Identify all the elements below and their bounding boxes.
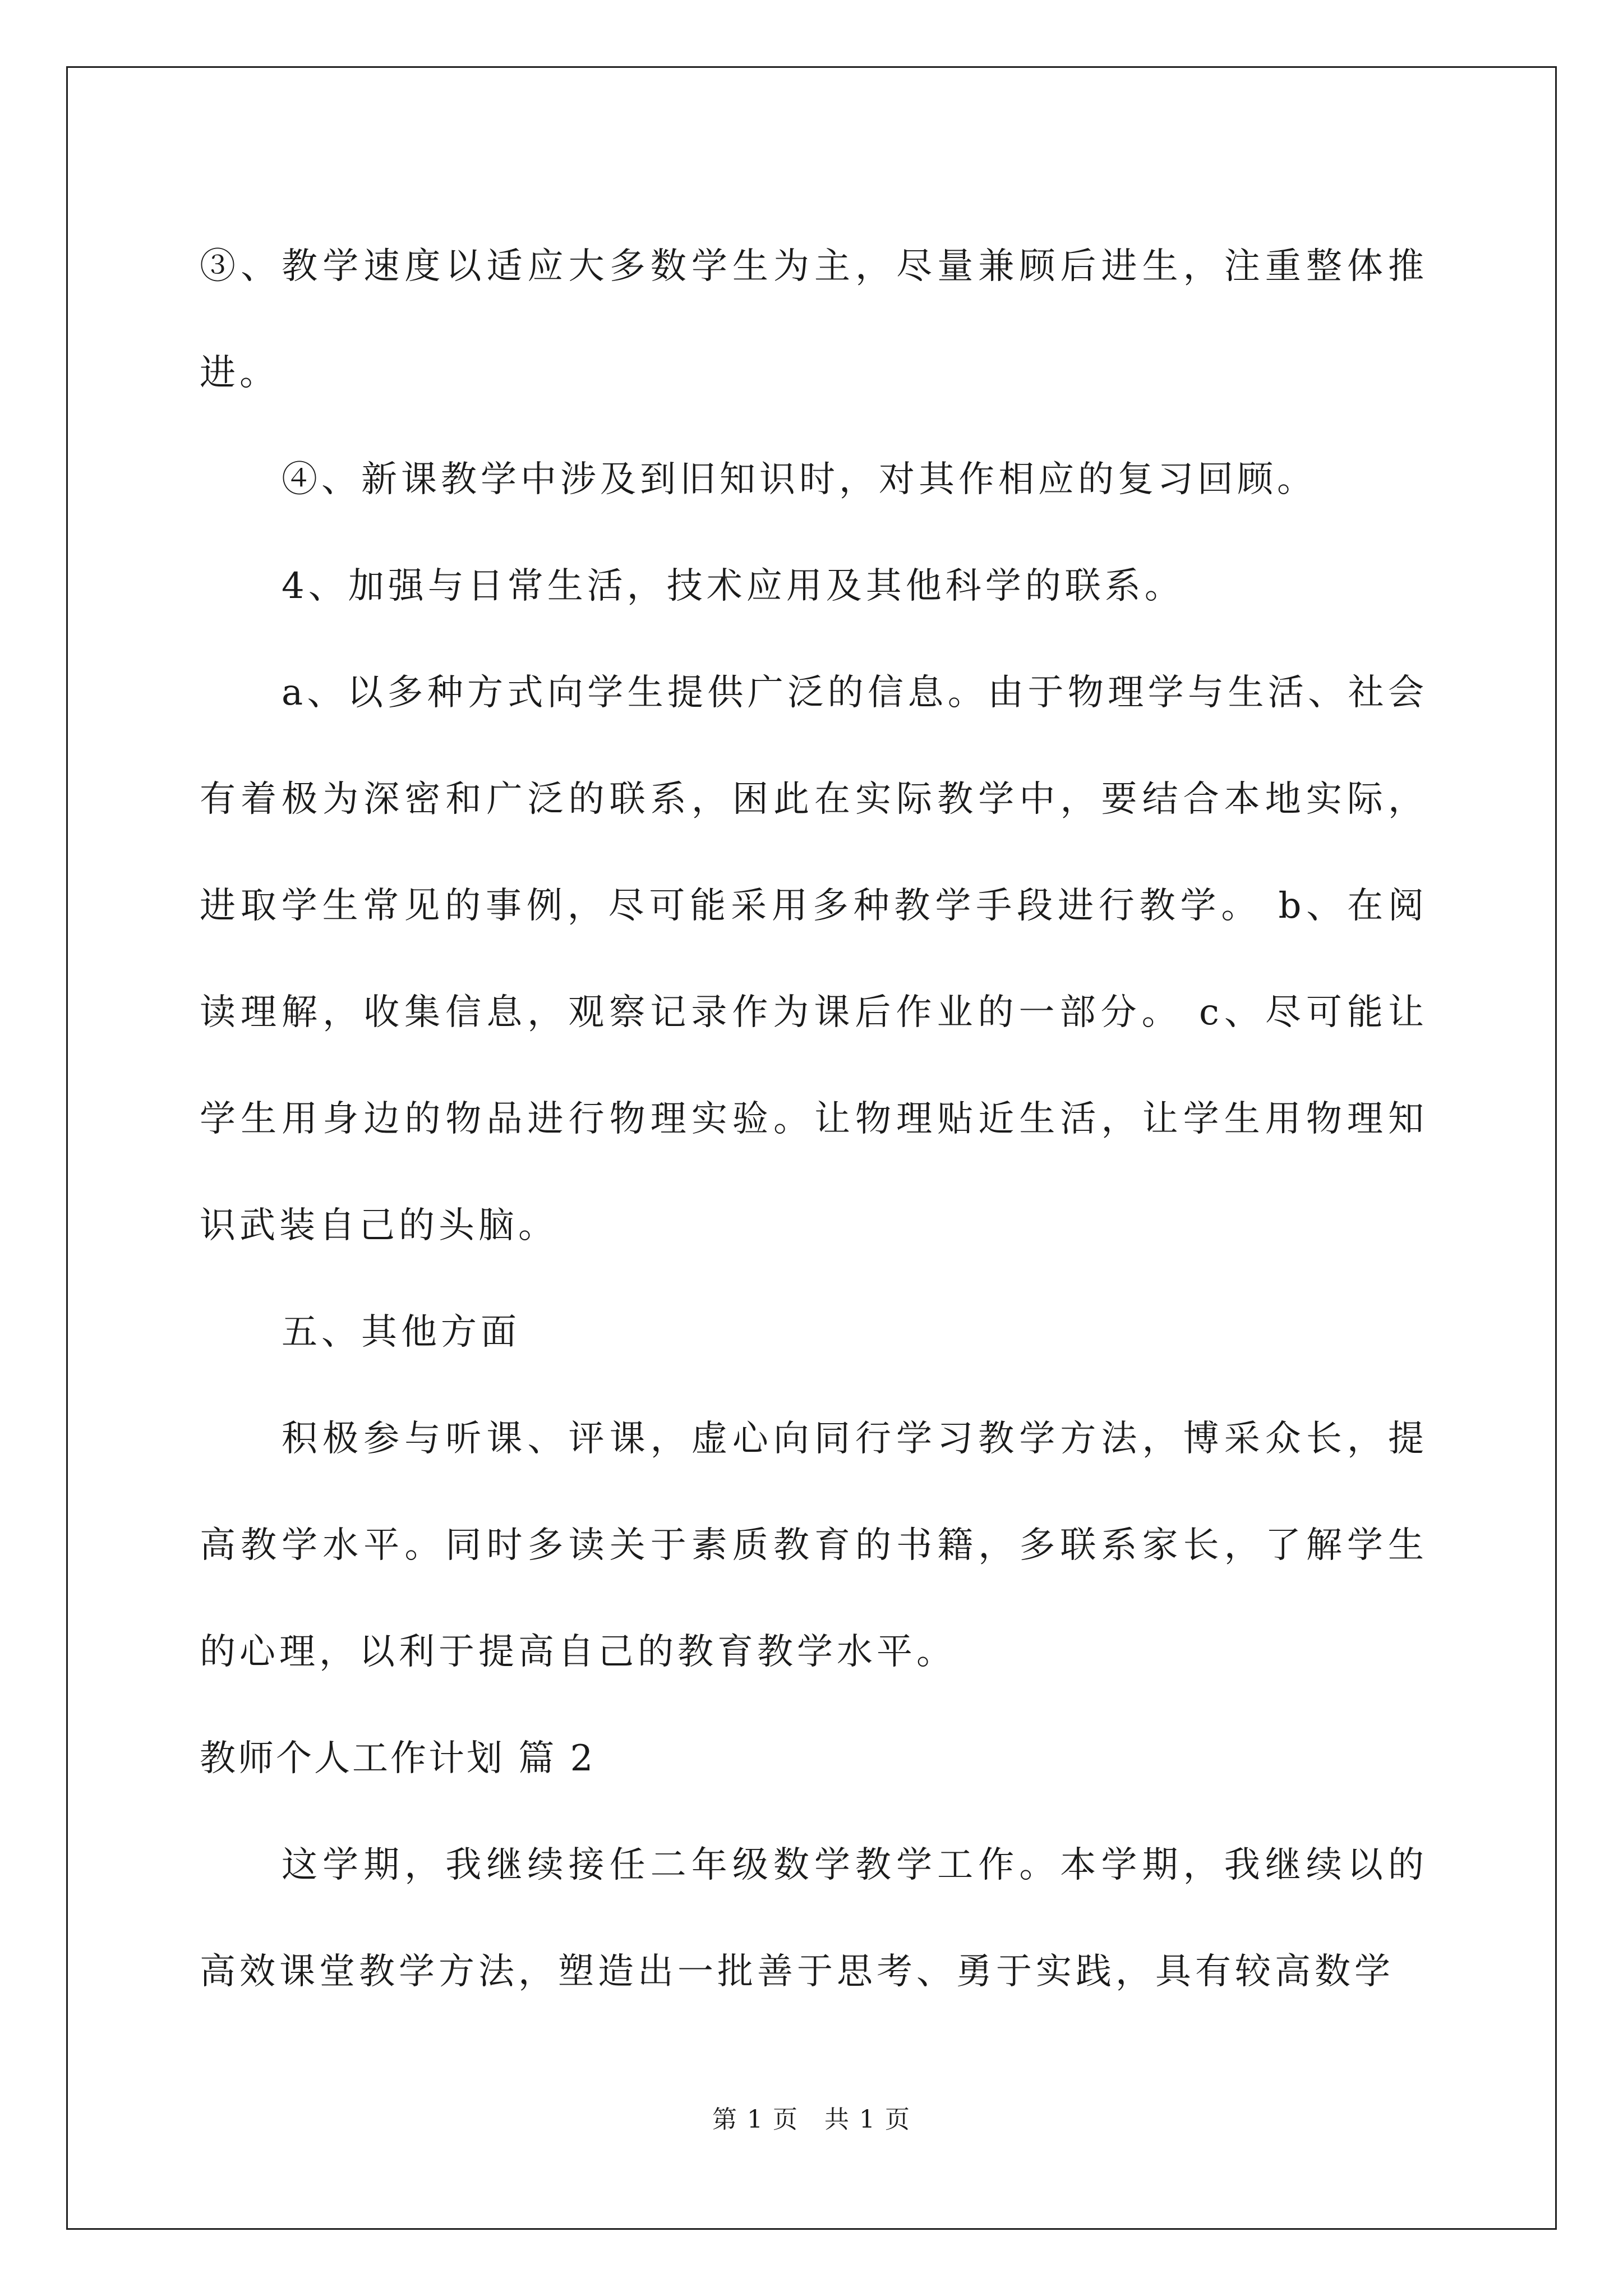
page-footer: 第 1 页 共 1 页	[712, 2105, 911, 2134]
paragraph-4: a、以多种方式向学生提供广泛的信息。由于物理学与生活、社会有着极为深密和广泛的联系，困此在实际教学中，要结合本地实际，进取学生常见的事例，尽可能采用多种教学手段进行教学。 b、在阅读理解，收集信息，观察记录作为课后作业的一部分。 c、尽可能让学生用身边的物品进行物理实验。让物理贴近生活，让学生用物理知识武装自己的头脑。	[200, 672, 1428, 1246]
paragraph-1: ③、教学速度以适应大多数学生为主，尽量兼顾后进生，注重整体推进。	[200, 246, 1428, 394]
section-heading: 教师个人工作计划 篇 2	[200, 1738, 596, 1779]
paragraph-3: 4、加强与日常生活，技术应用及其他科学的联系。	[282, 565, 1184, 607]
paragraph-5-heading: 五、其他方面	[282, 1312, 520, 1353]
paragraph-7: 这学期，我继续接任二年级数学教学工作。本学期，我继续以的高效课堂教学方法，塑造出一批善于思考、勇于实践，具有较高数学	[200, 1844, 1428, 1993]
document-body	[200, 213, 1428, 2025]
paragraph-2: ④、新课教学中涉及到旧知识时，对其作相应的复习回顾。	[282, 459, 1317, 500]
paragraph-6: 积极参与听课、评课，虚心向同行学习教学方法，博采众长，提高教学水平。同时多读关于素质教育的书籍，多联系家长，了解学生的心理，以利于提高自己的教育教学水平。	[200, 1418, 1428, 1673]
